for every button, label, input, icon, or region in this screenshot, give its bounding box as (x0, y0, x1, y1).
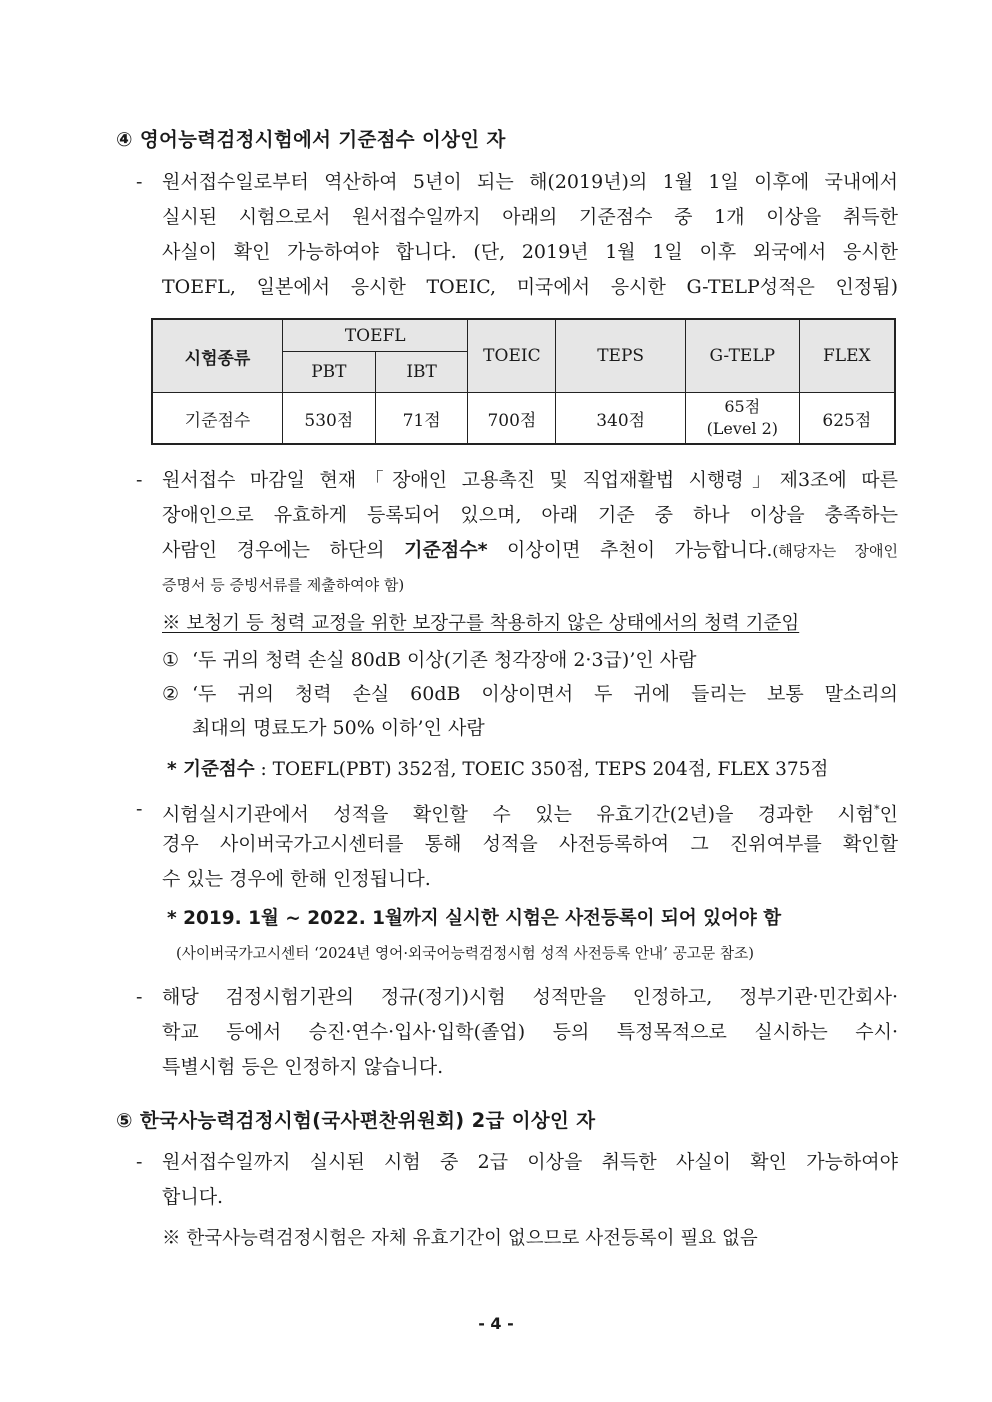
preregistration-reference: (사이버국가고시센터 ‘2024년 영어·외국어능력검정시험 성적 사전등록 안내’ 공고문 참조) (176, 945, 754, 962)
header-ibt: IBT (375, 352, 468, 393)
text-line: 경우 사이버국가고시센터를 통해 성적을 사전등록하여 그 진위여부를 확인할 (162, 833, 898, 855)
score-gtelp-level: (Level 2) (706, 419, 779, 438)
bullet-dash: - (136, 1151, 143, 1173)
text-line: TOEFL, 일본에서 응시한 TOEIC, 미국에서 응시한 G-TELP성적은 인정됨) (162, 276, 898, 298)
score-pbt: 530점 (283, 393, 376, 445)
preregistration-note: * 2019. 1월 ~ 2022. 1월까지 실시한 시험은 사전등록이 되어 있어야 함 (167, 908, 782, 929)
text-line: 학교 등에서 승진·연수·입사·입학(졸업) 등의 특정목적으로 실시하는 수시· (162, 1021, 898, 1043)
history-exam-note: ※ 한국사능력검정시험은 자체 유효기간이 없으므로 사전등록이 필요 없음 (162, 1228, 758, 1249)
bullet-dash: - (136, 986, 143, 1008)
reduced-score-label: * 기준점수 (167, 759, 255, 780)
item-number: ② (162, 683, 180, 705)
text-line: 특별시험 등은 인정하지 않습니다. (162, 1056, 444, 1078)
text-line: 수 있는 경우에 한해 인정됩니다. (162, 868, 431, 890)
reduced-score-line (167, 755, 828, 781)
text-line: 합니다. (162, 1186, 224, 1208)
text-line (162, 792, 898, 827)
section-5-heading: ⑤ 한국사능력검정시험(국사편찬위원회) 2급 이상인 자 (116, 1109, 596, 1132)
text-line: ‘두 귀의 청력 손실 60dB 이상이면서 두 귀에 들리는 보통 말소리의 (192, 683, 898, 705)
header-toeic: TOEIC (468, 319, 556, 393)
text-line: 원서접수 마감일 현재「장애인 고용촉진 및 직업재활법 시행령」제3조에 따른 (162, 469, 898, 491)
header-exam-type: 시험종류 (152, 319, 283, 393)
hearing-criteria-note (162, 609, 799, 635)
text-line (162, 533, 898, 568)
item-number: ① (162, 649, 180, 671)
footnote-mark: * (874, 803, 880, 816)
header-teps: TEPS (556, 319, 686, 393)
text-segment-small: (해당자는 장애인 (772, 542, 898, 560)
text-line: 사실이 확인 가능하여야 합니다. (단, 2019년 1월 1일 이후 외국에서 응시한 (162, 241, 898, 263)
bullet-dash: - (136, 171, 143, 193)
header-gtelp: G-TELP (685, 319, 799, 393)
text-line: 원서접수일까지 실시된 시험 중 2급 이상을 취득한 사실이 확인 가능하여야 (162, 1151, 898, 1173)
text-line: 최대의 명료도가 50% 이하’인 사람 (192, 717, 485, 739)
header-toefl: TOEFL (283, 319, 468, 352)
score-ibt: 71점 (375, 393, 468, 445)
row-label-score: 기준점수 (152, 393, 283, 445)
reduced-score-values: : TOEFL(PBT) 352점, TOEIC 350점, TEPS 204점, FLEX 375점 (254, 759, 829, 780)
text-line: ‘두 귀의 청력 손실 80dB 이상(기존 청각장애 2·3급)’인 사람 (192, 649, 697, 671)
bullet-dash: - (136, 469, 143, 491)
emphasis-reduced-score: 기준점수* (404, 539, 488, 561)
text-segment: 사람인 경우에는 하단의 (162, 539, 405, 561)
text-line: 해당 검정시험기관의 정규(정기)시험 성적만을 인정하고, 정부기관·민간회사· (162, 986, 898, 1008)
section-4-heading: ④ 영어능력검정시험에서 기준점수 이상인 자 (116, 128, 506, 151)
text-line: 실시된 시험으로서 원서접수일까지 아래의 기준점수 중 1개 이상을 취득한 (162, 206, 898, 228)
score-table (151, 318, 896, 445)
text-line: 증명서 등 증빙서류를 제출하여야 함) (162, 576, 405, 594)
header-flex: FLEX (799, 319, 895, 393)
bullet-dash: - (136, 798, 143, 820)
score-teps: 340점 (556, 393, 686, 445)
score-flex: 625점 (799, 393, 895, 445)
score-toeic: 700점 (468, 393, 556, 445)
score-gtelp-value: 65점 (724, 397, 761, 416)
text-segment: 인 (879, 803, 898, 826)
text-line: 장애인으로 유효하게 등록되어 있으며, 아래 기준 중 하나 이상을 충족하는 (162, 504, 898, 526)
text-segment: 시험실시기관에서 성적을 확인할 수 있는 유효기간(2년)을 경과한 시험 (162, 803, 875, 826)
score-gtelp (685, 393, 799, 445)
header-pbt: PBT (283, 352, 376, 393)
page-number: - 4 - (478, 1314, 514, 1333)
text-line: 원서접수일로부터 역산하여 5년이 되는 해(2019년)의 1월 1일 이후에 국내에서 (162, 171, 898, 193)
note-text: ※ 보청기 등 청력 교정을 위한 보장구를 착용하지 않은 상태에서의 청력 기준임 (162, 613, 800, 634)
text-segment: 이상이면 추천이 가능합니다. (487, 539, 773, 561)
